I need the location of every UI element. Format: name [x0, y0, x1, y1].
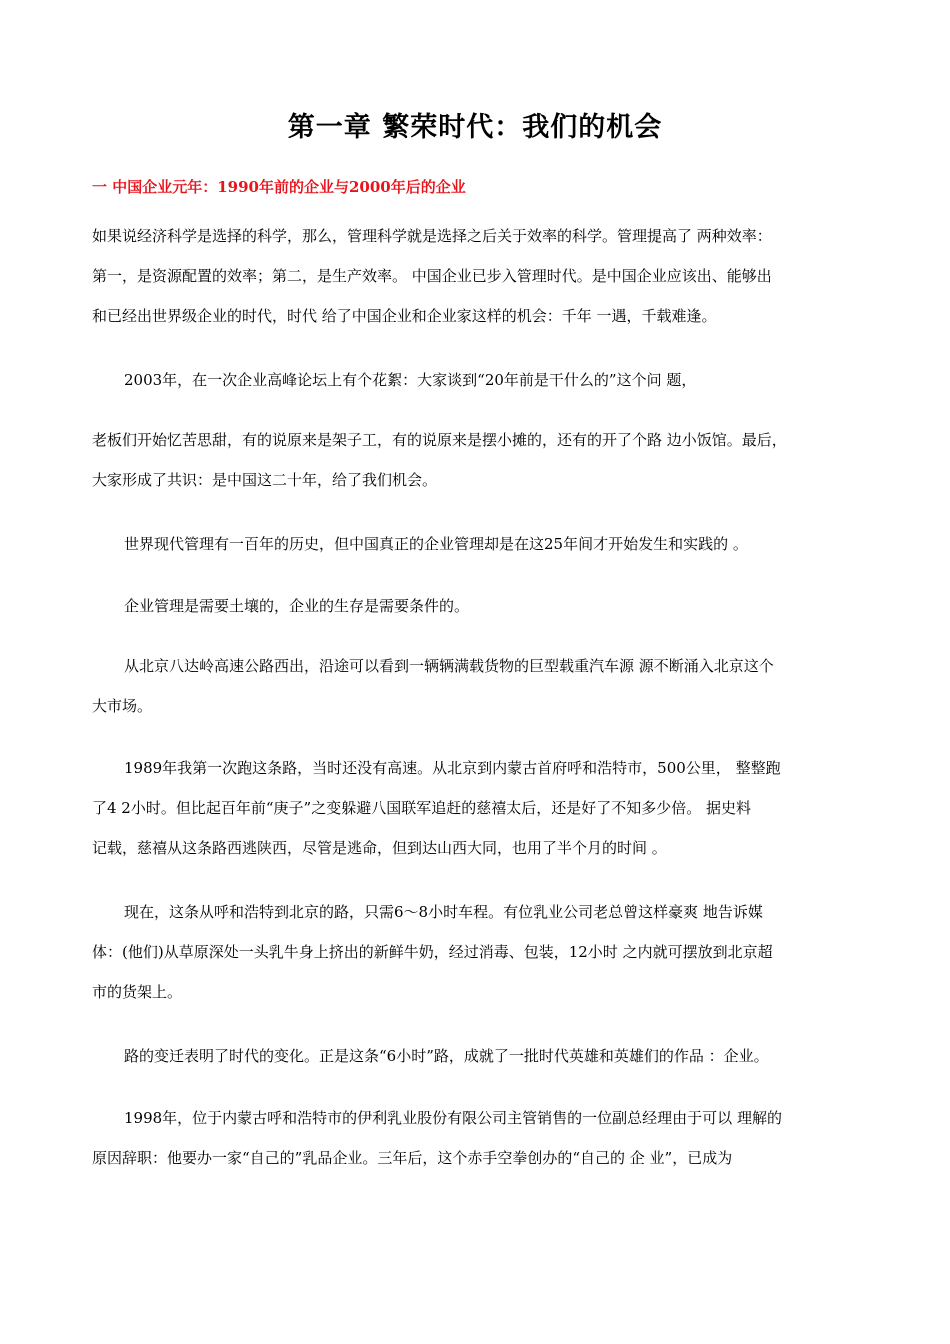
- paragraph-line: 路的变迁表明了时代的变化。正是这条“6小时”路，成就了一批时代英雄和英雄们的作品 ：企业。: [124, 1047, 769, 1065]
- paragraph-10: [92, 1098, 860, 1178]
- paragraph-line: 如果说经济科学是选择的科学，那么，管理科学就是选择之后关于效率的科学。管理提高了 两种效率：: [92, 227, 772, 245]
- paragraph-line: 世界现代管理有一百年的历史，但中国真正的企业管理却是在这25年间才开始发生和实践的 。: [124, 535, 748, 553]
- paragraph-line: 第一，是资源配置的效率；第二，是生产效率。 中国企业已步入管理时代。是中国企业应该出、能够出: [92, 267, 772, 285]
- paragraph-7: [92, 748, 860, 868]
- paragraph-4: [92, 524, 860, 564]
- paragraph-line: 大家形成了共识：是中国这二十年，给了我们机会。: [92, 471, 438, 489]
- paragraph-8: [92, 892, 860, 1012]
- paragraph-line: 市的货架上。: [92, 983, 183, 1001]
- chapter-title: 第一章 繁荣时代：我们的机会: [287, 112, 663, 143]
- paragraph-line: 大市场。: [92, 697, 153, 715]
- paragraph-line: 1998年，位于内蒙古呼和浩特市的伊利乳业股份有限公司主管销售的一位副总经理由于可以 理解的: [124, 1109, 782, 1127]
- paragraph-3: [92, 420, 860, 500]
- paragraph-line: 1989年我第一次跑这条路，当时还没有高速。从北京到内蒙古首府呼和浩特市，500公里， 整整跑: [124, 759, 781, 777]
- paragraph-line: 从北京八达岭高速公路西出，沿途可以看到一辆辆满载货物的巨型载重汽车源 源不断涌入北京这个: [124, 657, 774, 675]
- paragraph-line: 老板们开始忆苦思甜，有的说原来是架子工，有的说原来是摆小摊的，还有的开了个路 边小饭馆。最后，: [92, 431, 787, 449]
- paragraph-line: 体：(他们)从草原深处一头乳牛身上挤出的新鲜牛奶，经过消毒、包装，12小时 之内就可摆放到北京超: [92, 943, 773, 961]
- paragraph-line: 了4 2小时。但比起百年前“庚子”之变躲避八国联军追赶的慈禧太后，还是好了不知多少倍。 据史料: [92, 799, 751, 817]
- paragraph-line: 企业管理是需要土壤的，企业的生存是需要条件的。: [124, 597, 470, 615]
- paragraph-5: [92, 586, 860, 626]
- paragraph-9: [92, 1036, 860, 1076]
- paragraph-6: [92, 646, 860, 726]
- paragraph-2: [92, 360, 860, 400]
- paragraph-1: [92, 216, 860, 336]
- paragraph-line: 2003年，在一次企业高峰论坛上有个花絮：大家谈到“20年前是干什么的”这个问 题，: [124, 371, 697, 389]
- paragraph-line: 记载，慈禧从这条路西逃陕西，尽管是逃命，但到达山西大同，也用了半个月的时间 。: [92, 839, 667, 857]
- section-heading: 一 中国企业元年：1990年前的企业与2000年后的企业: [92, 178, 466, 196]
- paragraph-line: 原因辞职：他要办一家“自己的”乳品企业。三年后，这个赤手空拳创办的“自己的 企 业”，已成为: [92, 1149, 733, 1167]
- paragraph-line: 现在，这条从呼和浩特到北京的路，只需6～8小时车程。有位乳业公司老总曾这样豪爽 地告诉媒: [124, 903, 763, 921]
- paragraph-line: 和已经出世界级企业的时代，时代 给了中国企业和企业家这样的机会：千年 一遇，千载难逢。: [92, 307, 717, 325]
